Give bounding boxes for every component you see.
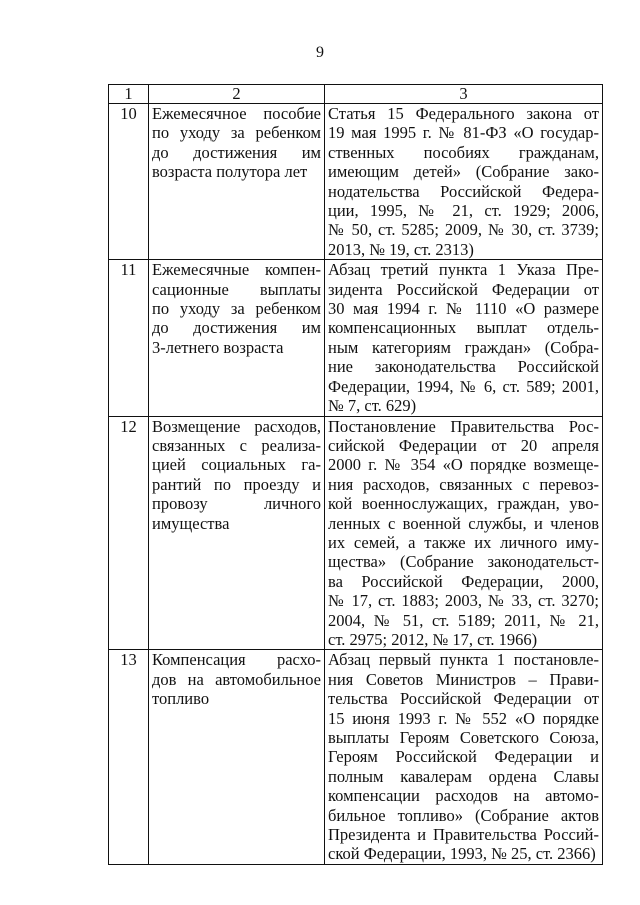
benefit-name-line: имущества [152,513,230,533]
legal-reference-cell [325,416,603,650]
benefit-name-cell [149,104,325,260]
table-row [109,260,603,416]
header-row [109,85,603,104]
legal-reference-line: ст. 2975; 2012, № 17, ст. 1966) [328,629,538,649]
legal-reference-cell [325,650,603,864]
legal-reference-line: сийской Федерации от 20 апреля [328,435,599,455]
benefit-name-line: Компенсация расхо- [152,650,321,670]
table-row [109,416,603,650]
legal-reference-line: № 7, ст. 629) [328,396,417,416]
legal-reference-line: ции, 1995, № 21, ст. 1929; 2006, [328,201,599,221]
legal-reference-line: нодательства Российской Федера- [328,181,599,201]
column-header-3: 3 [325,85,603,104]
table-row [109,104,603,260]
legal-reference-line: Абзац третий пункта 1 Указа Пре- [328,260,599,280]
legal-reference-line: Героям Российской Федерации и [328,747,599,767]
legal-reference-line: Президента и Правительства Россий- [328,825,599,845]
benefit-name-line: Возмещение расходов, [152,416,321,436]
legal-reference-line: Абзац первый пункта 1 постановле- [328,650,599,670]
page-number: 9 [316,44,324,61]
legal-reference-line: кой военнослужащих, граждан, уво- [328,494,599,514]
benefit-name-line: Ежемесячные компен- [152,260,321,280]
benefit-name-cell [149,650,325,864]
table-header [109,85,603,104]
legal-reference-line: компенсации расходов на автомо- [328,786,599,806]
legal-reference-line: ния Советов Министров – Прави- [328,669,599,689]
benefit-name-line: рантий по проезду и [152,474,321,494]
benefit-name-line: цией социальных га- [152,455,321,475]
legal-reference-line: Федерации, 1994, № 6, ст. 589; 2001, [328,376,599,396]
row-number: 10 [109,104,149,260]
legal-reference-cell [325,260,603,416]
legal-reference-line: 2004, № 51, ст. 5189; 2011, № 21, [328,610,599,630]
legal-reference-line: зидента Российской Федерации от [328,279,599,299]
benefit-name-line: возраста полутора лет [152,162,308,182]
legal-reference-line: ние законодательства Российской [328,357,599,377]
legal-reference-line: 2000 г. № 354 «О порядке возмеще- [328,455,599,475]
row-number: 13 [109,650,149,864]
legal-reference-line: тельства Российской Федерации от [328,689,599,709]
table-body [109,104,603,865]
legal-reference-line: 19 мая 1995 г. № 81-ФЗ «О государ- [328,123,599,143]
legal-reference-line: ской Федерации, 1993, № 25, ст. 2366) [328,844,596,864]
legal-reference-line: ва Российской Федерации, 2000, [328,571,599,591]
legal-reference-line: 2013, № 19, ст. 2313) [328,239,474,259]
benefit-name-line: до достижения им [152,318,321,338]
legal-reference-line: ственных пособиях гражданам, [328,142,599,162]
legal-reference-line: ния расходов, связанных с перевоз- [328,474,599,494]
legal-reference-line: имеющим детей» (Собрание зако- [328,162,599,182]
benefit-name-line: 3-летнего возраста [152,337,284,357]
legal-reference-line: их семей, а также их личного иму- [328,532,599,552]
legal-reference-line: № 50, ст. 5285; 2009, № 30, ст. 3739; [328,220,599,240]
benefit-name-cell [149,416,325,650]
legal-reference-line: № 17, ст. 1883; 2003, № 33, ст. 3270; [328,591,599,611]
legal-reference-line: компенсационных выплат отдель- [328,318,599,338]
benefit-name-line: связанных с реализа- [152,435,321,455]
legal-reference-cell [325,104,603,260]
legal-reference-line: Статья 15 Федерального закона от [328,104,599,123]
benefit-name-line: сационные выплаты [152,279,321,299]
legal-reference-line: выплаты Героям Советского Союза, [328,728,599,747]
benefit-name-line: по уходу за ребенком [152,299,321,319]
benefit-name-line: дов на автомобильное [152,669,321,689]
legal-reference-line: щества» (Собрание законодательст- [328,552,599,572]
legal-reference-line: ленных с военной службы, и членов [328,513,599,533]
benefit-name-line: до достижения им [152,142,321,162]
legal-reference-line: ным категориям граждан» (Собра- [328,337,599,357]
row-number: 12 [109,416,149,650]
column-header-2: 2 [149,85,325,104]
legal-reference-line: бильное топливо» (Собрание актов [328,805,599,825]
row-number: 11 [109,260,149,416]
legal-reference-line: Постановление Правительства Рос- [328,416,599,436]
column-header-1: 1 [109,85,149,104]
benefit-name-line: провозу личного [152,494,321,514]
benefit-name-line: топливо [152,689,210,709]
table-row [109,650,603,864]
legal-reference-line: 15 июня 1993 г. № 552 «О порядке [328,708,599,728]
benefit-name-line: Ежемесячное пособие [152,104,321,123]
benefit-name-cell [149,260,325,416]
legal-reference-line: 30 мая 1994 г. № 1110 «О размере [328,299,599,319]
benefit-name-line: по уходу за ребенком [152,123,321,143]
benefits-table [108,84,603,865]
legal-reference-line: полным кавалерам ордена Славы [328,766,599,786]
